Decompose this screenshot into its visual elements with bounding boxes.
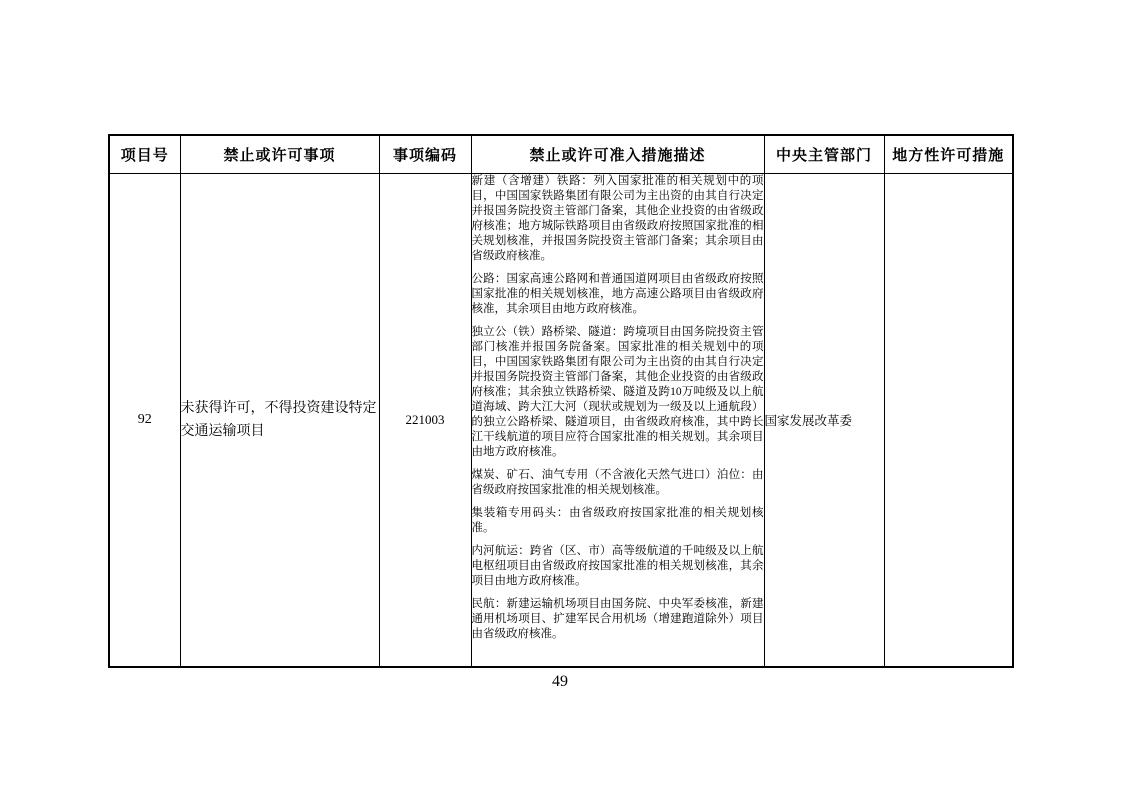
cell-central-department: 国家发展改革委 [764,173,884,667]
cell-local-measures [884,173,1013,667]
cell-item-code: 221003 [379,173,471,667]
header-item-code: 事项编码 [379,135,471,173]
table-row [109,173,1013,667]
measure-paragraph-inland-waterway: 内河航运：跨省（区、市）高等级航道的千吨级及以上航电枢纽项目由省级政府按国家批准的相关规划核准，其余项目由地方政府核准。 [471,544,764,587]
header-prohibited-or-permitted-item: 禁止或许可事项 [180,135,379,173]
measure-paragraph-civil-aviation: 民航：新建运输机场项目由国务院、中央军委核准，新建通用机场项目、扩建军民合用机场（增建跑道除外）项目由省级政府核准。 [471,597,764,640]
cell-prohibited-item: 未获得许可，不得投资建设特定交通运输项目 [180,173,379,667]
measure-paragraph-container-terminal: 集装箱专用码头：由省级政府按国家批准的相关规划核准。 [471,506,764,534]
measure-paragraph-bridge-tunnel: 独立公（铁）路桥梁、隧道：跨境项目由国务院投资主管部门核准并报国务院备案。国家批准的相关规划中的项目，中国国家铁路集团有限公司为主出资的由其自行决定并报国务院投资主管部门备案，其他企业投资的由省级政府核准；其余独立铁路桥梁、隧道及跨10万吨级及以上航道海域、跨大江大河（现状或规划为一级及以上通航段）的独立公路桥梁、隧道项目，由省级政府核准，其中跨长江干线航道的项目应符合国家批准的相关规划。其余项目由地方政府核准。 [471,325,764,458]
measure-paragraph-berth: 煤炭、矿石、油气专用（不含液化天然气进口）泊位：由省级政府按国家批准的相关规划核准。 [471,468,764,496]
header-project-no: 项目号 [109,135,180,173]
negative-list-table [108,134,1014,668]
table-header-row [109,135,1013,173]
measure-paragraph-railway: 新建（含增建）铁路：列入国家批准的相关规划中的项目，中国国家铁路集团有限公司为主出资的由其自行决定并报国务院投资主管部门备案，其他企业投资的由省级政府核准；地方城际铁路项目由省级政府按照国家批准的相关规划核准，并报国务院投资主管部门备案；其余项目由省级政府核准。 [471,174,764,262]
header-measure-description: 禁止或许可准入措施描述 [471,135,764,173]
measure-paragraph-highway: 公路：国家高速公路网和普通国道网项目由省级政府按照国家批准的相关规划核准，地方高速公路项目由省级政府核准，其余项目由地方政府核准。 [471,272,764,315]
header-local-measures: 地方性许可措施 [884,135,1013,173]
cell-project-no: 92 [109,173,180,667]
cell-measure-description [471,173,764,667]
header-central-department: 中央主管部门 [764,135,884,173]
page-number: 49 [552,673,568,690]
